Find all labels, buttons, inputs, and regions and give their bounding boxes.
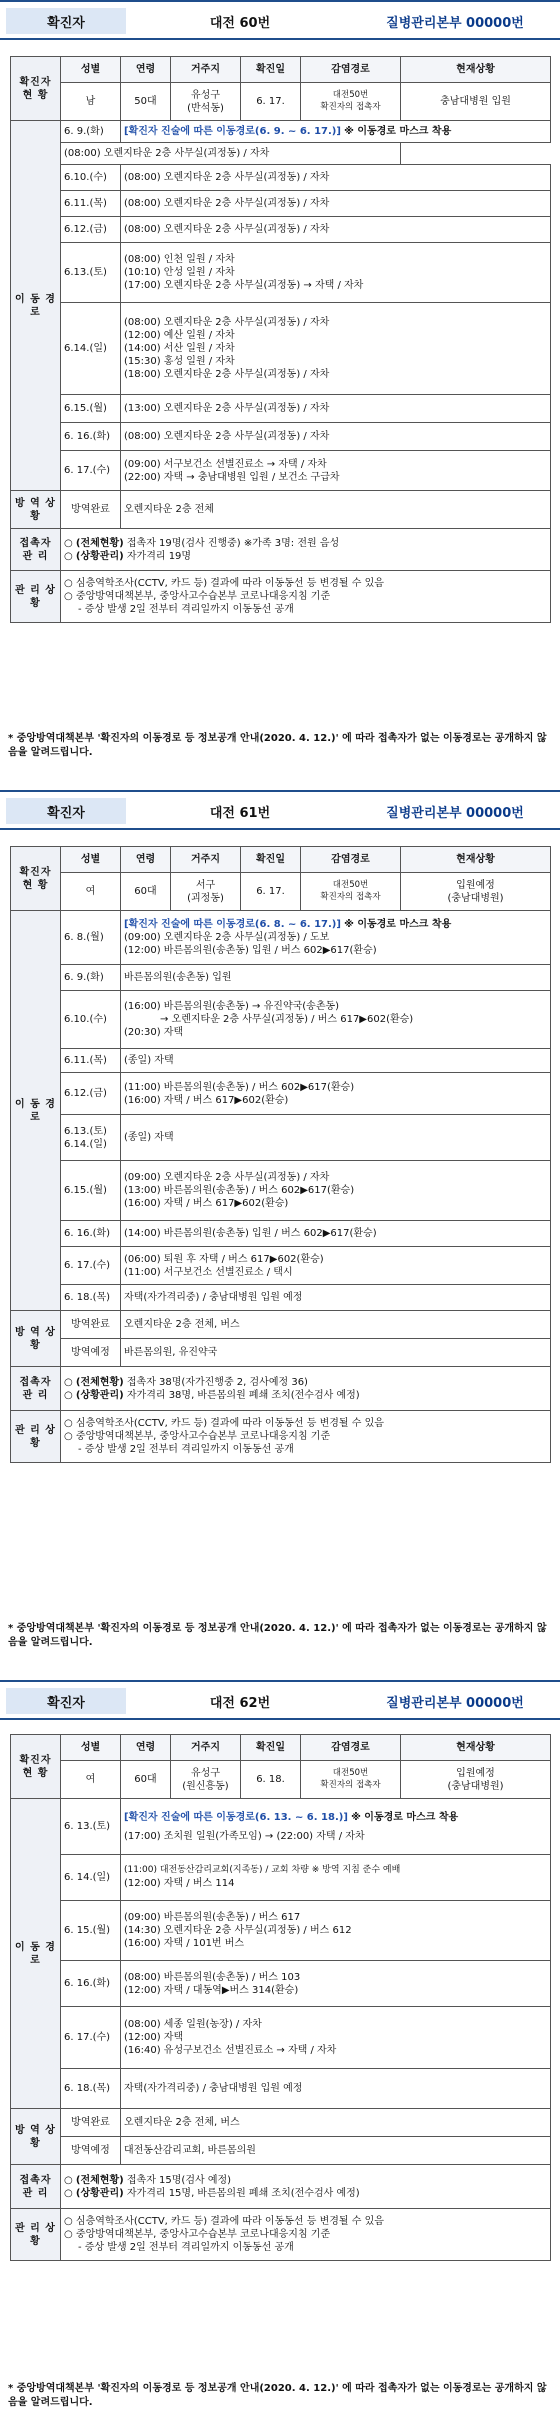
route-line: (14:30) 오렌지타운 2층 사무실(괴정동) / 버스 612 bbox=[124, 1925, 352, 1936]
route-line: (08:00) 오렌지타운 2층 사무실(괴정동) / 자차 bbox=[121, 217, 551, 243]
contacts-detail bbox=[61, 2165, 551, 2209]
route-date: 6.13.(토) 6.14.(일) bbox=[61, 1115, 121, 1161]
route-detail bbox=[121, 451, 551, 491]
col-age: 연령 bbox=[121, 1735, 171, 1761]
route-line: (09:00) 바른몸의원(송촌동) / 버스 617 bbox=[124, 1912, 301, 1923]
disclosure-footer: * 중앙방역대책본부 '확진자의 이동경로 등 정보공개 안내(2020. 4. 12.)' 에 따라 접촉자가 없는 이동경로는 공개하지 않음을 알려드립니다. bbox=[8, 1623, 547, 1648]
profile-infection-route bbox=[301, 1761, 401, 1799]
route-date: 6. 9.(화) bbox=[61, 121, 121, 143]
case-source-id: 질병관리본부 00000번 bbox=[386, 1695, 524, 1711]
route-detail bbox=[121, 1901, 551, 1961]
col-confirm-date: 확진일 bbox=[241, 847, 301, 873]
profile-age: 60대 bbox=[121, 1761, 171, 1799]
case-table bbox=[10, 56, 551, 623]
profile-residence bbox=[171, 873, 241, 911]
related-line: ○ 중앙방역대책본부, 중앙사고수습본부 코로나대응지침 기준 bbox=[64, 591, 331, 602]
disclosure-footer: * 중앙방역대책본부 '확진자의 이동경로 등 정보공개 안내(2020. 4. 12.)' 에 따라 접촉자가 없는 이동경로는 공개하지 않음을 알려드립니다. bbox=[8, 733, 547, 758]
route-line: (08:00) 오렌지타운 2층 사무실(괴정동) / 자차 bbox=[121, 423, 551, 451]
route-detail bbox=[121, 1961, 551, 2007]
profile-sex: 남 bbox=[61, 83, 121, 121]
route-line: (09:00) 오렌지타운 2층 사무실(괴정동) / 자차 bbox=[124, 1172, 330, 1183]
profile-infection-route bbox=[301, 873, 401, 911]
route-line: (08:00) 오렌지타운 2층 사무실(괴정동) / 자차 bbox=[124, 317, 330, 328]
route-date: 6. 17.(수) bbox=[61, 2007, 121, 2069]
route-date: 6. 13.(토) bbox=[61, 1799, 121, 1855]
side-label-contacts: 접촉자 관 리 bbox=[11, 2165, 61, 2209]
col-sex: 성별 bbox=[61, 847, 121, 873]
route-line: (13:00) 오렌지타운 2층 사무실(괴정동) / 자차 bbox=[121, 395, 551, 423]
col-status: 현재상황 bbox=[401, 847, 551, 873]
route-line: (17:00) 조치원 일원(가족모임) → (22:00) 자택 / 자차 bbox=[124, 1830, 365, 1842]
route-line: (16:00) 자택 / 101번 버스 bbox=[124, 1938, 245, 1949]
route-line: (08:00) 오렌지타운 2층 사무실(괴정동) / 자차 bbox=[121, 191, 551, 217]
side-label-route: 이 동 경 로 bbox=[11, 911, 61, 1311]
route-detail bbox=[121, 911, 551, 965]
contact-line: ○ (상황관리) 자가격리 15명, 바른몸의원 폐쇄 조치(전수검사 예정) bbox=[64, 2187, 360, 2199]
profile-status bbox=[401, 873, 551, 911]
side-label-info: 확진자 현 황 bbox=[11, 847, 61, 911]
route-notice: [확진자 진술에 따른 이동경로(6. 9. ~ 6. 17.)] bbox=[124, 126, 341, 137]
route-line: (09:00) 서구보건소 선별진료소 → 자택 / 자차 bbox=[124, 458, 327, 470]
route-line: (12:00) 자택 / 대동역▶버스 314(환승) bbox=[124, 1984, 299, 1996]
route-date: 6.15.(월) bbox=[61, 1161, 121, 1221]
disclosure-footer: * 중앙방역대책본부 '확진자의 이동경로 등 정보공개 안내(2020. 4. 12.)' 에 따라 접촉자가 없는 이동경로는 공개하지 않음을 알려드립니다. bbox=[8, 2383, 547, 2408]
route-line: 자택(자가격리중) / 충남대병원 입원 예정 bbox=[121, 1285, 551, 1311]
status-line: 충남대병원 입원 bbox=[440, 96, 511, 107]
related-line: ○ 심층역학조사(CCTV, 카드 등) 결과에 따라 이동동선 등 변경될 수 있음 bbox=[64, 2216, 384, 2227]
case-header bbox=[0, 790, 560, 830]
contact-line: ○ (전체현황) 접촉자 15명(검사 예정) bbox=[64, 2174, 232, 2186]
side-label-prevention: 방 역 상 황 bbox=[11, 1311, 61, 1367]
contact-line: ○ (상황관리) 자가격리 38명, 바른몸의원 폐쇄 조치(전수검사 예정) bbox=[64, 1389, 360, 1401]
route-line: (06:00) 퇴원 후 자택 / 버스 617▶602(환승) bbox=[124, 1253, 324, 1265]
route-line: 자택(자가격리중) / 충남대병원 입원 예정 bbox=[121, 2069, 551, 2109]
route-date: 6.14.(일) bbox=[61, 303, 121, 395]
route-date: 6.10.(수) bbox=[61, 991, 121, 1049]
route-detail bbox=[121, 1073, 551, 1115]
route-line: (14:00) 바른몸의원(송촌동) 입원 / 버스 602▶617(환승) bbox=[121, 1221, 551, 1247]
side-label-related: 관 리 상 황 bbox=[11, 2209, 61, 2261]
side-label-info: 확진자 현 황 bbox=[11, 1735, 61, 1799]
col-age: 연령 bbox=[121, 57, 171, 83]
infection-route-line: 확진자의 접촉자 bbox=[320, 891, 381, 902]
infection-route-line: 확진자의 접촉자 bbox=[320, 101, 381, 112]
col-confirm-date: 확진일 bbox=[241, 1735, 301, 1761]
contact-value: 자가격리 15명, 바른몸의원 폐쇄 조치(전수검사 예정) bbox=[126, 2187, 360, 2199]
side-label-contacts: 접촉자 관 리 bbox=[11, 1367, 61, 1411]
profile-sex: 여 bbox=[61, 1761, 121, 1799]
route-date: 6.11.(목) bbox=[61, 191, 121, 217]
route-line: → 오렌지타운 2층 사무실(괴정동) / 버스 617▶602(환승) bbox=[160, 1014, 414, 1025]
route-date: 6.12.(금) bbox=[61, 1073, 121, 1115]
col-residence: 거주지 bbox=[171, 847, 241, 873]
route-line: (10:10) 안성 일원 / 자차 bbox=[124, 267, 235, 278]
col-sex: 성별 bbox=[61, 57, 121, 83]
route-line: (16:00) 자택 / 버스 617▶602(환승) bbox=[124, 1094, 289, 1106]
route-line: (17:00) 오렌지타운 2층 사무실(괴정동) → 자택 / 자차 bbox=[124, 280, 364, 291]
case-number: 대전 60번 bbox=[209, 15, 271, 31]
residence-line: (괴정동) bbox=[187, 892, 224, 904]
route-line: 바른몸의원(송촌동) 입원 bbox=[121, 965, 551, 991]
status-line: (충남대병원) bbox=[447, 892, 504, 904]
profile-infection-route bbox=[301, 83, 401, 121]
prevention-key: 방역예정 bbox=[61, 2137, 121, 2165]
infection-route-line: 대전50번 bbox=[332, 90, 369, 101]
prevention-value: 대전동산감리교회, 바른몸의원 bbox=[121, 2137, 551, 2165]
route-detail bbox=[121, 1855, 551, 1901]
route-line: (12:00) 자택 bbox=[124, 2032, 184, 2043]
route-line: (13:00) 바른몸의원(송촌동) / 버스 602▶617(환승) bbox=[124, 1185, 355, 1196]
contacts-detail bbox=[61, 529, 551, 571]
route-line: (11:00) 대전동산감리교회(지족동) / 교회 차량 ※ 방역 지침 준수 예배 bbox=[124, 1865, 401, 1876]
route-line: (종일) 자택 bbox=[121, 1115, 551, 1161]
route-line: (08:00) 오렌지타운 2층 사무실(괴정동) / 자차 bbox=[61, 143, 401, 165]
route-date: 6. 17.(수) bbox=[61, 451, 121, 491]
contact-type: (전체현황) bbox=[75, 1376, 124, 1388]
infection-route-line: 확진자의 접촉자 bbox=[320, 1779, 381, 1790]
mask-note: ※ 이동경로 마스크 착용 bbox=[344, 126, 452, 137]
route-date: 6.11.(목) bbox=[61, 1049, 121, 1073]
route-notice: [확진자 진술에 따른 이동경로(6. 8. ~ 6. 17.)] bbox=[124, 919, 341, 930]
case-header bbox=[0, 1680, 560, 1720]
route-date: 6. 15.(월) bbox=[61, 1901, 121, 1961]
profile-age: 50대 bbox=[121, 83, 171, 121]
related-detail bbox=[61, 2209, 551, 2261]
route-line: (16:40) 유성구보건소 선별진료소 → 자택 / 자차 bbox=[124, 2045, 337, 2056]
route-detail bbox=[121, 2007, 551, 2069]
case-table bbox=[10, 846, 551, 1463]
contact-value: 접촉자 38명(자가진행중 2, 검사예정 36) bbox=[126, 1376, 308, 1388]
case-card-62 bbox=[0, 1680, 560, 2424]
residence-line: 유성구 bbox=[191, 89, 220, 101]
related-line: ○ 중앙방역대책본부, 중앙사고수습본부 코로나대응지침 기준 bbox=[64, 2229, 331, 2240]
related-line: ○ 중앙방역대책본부, 중앙사고수습본부 코로나대응지침 기준 bbox=[64, 1431, 331, 1442]
contact-type: (상황관리) bbox=[75, 550, 124, 562]
related-detail bbox=[61, 1411, 551, 1463]
route-detail bbox=[121, 243, 551, 303]
route-date: 6. 9.(화) bbox=[61, 965, 121, 991]
residence-line: (반석동) bbox=[187, 102, 224, 114]
route-line: (20:30) 자택 bbox=[124, 1027, 184, 1038]
route-date: 6. 16.(화) bbox=[61, 423, 121, 451]
case-label: 확진자 bbox=[6, 798, 126, 824]
route-date: 6.10.(수) bbox=[61, 165, 121, 191]
col-confirm-date: 확진일 bbox=[241, 57, 301, 83]
route-detail bbox=[121, 991, 551, 1049]
contact-type: (상황관리) bbox=[75, 1389, 124, 1401]
route-detail bbox=[121, 303, 551, 395]
case-card-61 bbox=[0, 790, 560, 1666]
route-date: 6. 14.(일) bbox=[61, 1855, 121, 1901]
contact-type: (상황관리) bbox=[75, 2187, 124, 2199]
route-date: 6.15.(월) bbox=[61, 395, 121, 423]
col-age: 연령 bbox=[121, 847, 171, 873]
profile-confirm-date: 6. 18. bbox=[241, 1761, 301, 1799]
side-label-contacts: 접촉자 관 리 bbox=[11, 529, 61, 571]
route-line: (08:00) 인천 일원 / 자차 bbox=[124, 254, 235, 265]
contact-value: 자가격리 38명, 바른몸의원 폐쇄 조치(전수검사 예정) bbox=[126, 1389, 360, 1401]
case-number: 대전 62번 bbox=[209, 1695, 271, 1711]
profile-confirm-date: 6. 17. bbox=[241, 83, 301, 121]
profile-sex: 여 bbox=[61, 873, 121, 911]
residence-line: 유성구 bbox=[191, 1767, 220, 1779]
contact-value: 접촉자 15명(검사 예정) bbox=[126, 2174, 232, 2186]
prevention-value: 오렌지타운 2층 전체, 버스 bbox=[121, 2109, 551, 2137]
route-detail bbox=[121, 1161, 551, 1221]
related-line: ○ 심층역학조사(CCTV, 카드 등) 결과에 따라 이동동선 등 변경될 수 있음 bbox=[64, 578, 384, 589]
route-line: (18:00) 오렌지타운 2층 사무실(괴정동) / 자차 bbox=[124, 369, 330, 380]
case-table bbox=[10, 1734, 551, 2261]
case-label: 확진자 bbox=[6, 8, 126, 34]
case-label: 확진자 bbox=[6, 1688, 126, 1714]
profile-age: 60대 bbox=[121, 873, 171, 911]
route-line: (12:00) 바른몸의원(송촌동) 입원 / 버스 602▶617(환승) bbox=[124, 945, 377, 956]
case-source-id: 질병관리본부 00000번 bbox=[386, 15, 524, 31]
col-status: 현재상황 bbox=[401, 57, 551, 83]
prevention-value: 오렌지타운 2층 전체, 버스 bbox=[121, 1311, 551, 1339]
side-label-related: 관 리 상 황 bbox=[11, 571, 61, 623]
prevention-value: 오렌지타운 2층 전체 bbox=[121, 491, 551, 529]
route-line: (15:30) 홍성 일원 / 자차 bbox=[124, 356, 235, 367]
related-line: ○ 심층역학조사(CCTV, 카드 등) 결과에 따라 이동동선 등 변경될 수 있음 bbox=[64, 1418, 384, 1429]
mask-note: ※ 이동경로 마스크 착용 bbox=[344, 919, 452, 930]
residence-line: (원신흥동) bbox=[182, 1780, 229, 1792]
contact-line: ○ (상황관리) 자가격리 19명 bbox=[64, 550, 192, 562]
side-label-prevention: 방 역 상 황 bbox=[11, 491, 61, 529]
contacts-detail bbox=[61, 1367, 551, 1411]
profile-status bbox=[401, 83, 551, 121]
route-line: (종일) 자택 bbox=[121, 1049, 551, 1073]
route-notice-line bbox=[124, 918, 547, 931]
route-line: (16:00) 자택 / 버스 617▶602(환승) bbox=[124, 1198, 289, 1209]
infection-route-line: 대전50번 bbox=[332, 880, 369, 891]
related-line: - 증상 발생 2일 전부터 격리일까지 이동동선 공개 bbox=[78, 2242, 294, 2253]
profile-confirm-date: 6. 17. bbox=[241, 873, 301, 911]
contact-type: (전체현황) bbox=[75, 537, 124, 549]
route-date: 6. 8.(월) bbox=[61, 911, 121, 965]
related-detail bbox=[61, 571, 551, 623]
prevention-key: 방역완료 bbox=[61, 491, 121, 529]
side-label-info: 확진자 현 황 bbox=[11, 57, 61, 121]
profile-residence bbox=[171, 1761, 241, 1799]
col-infection-route: 감염경로 bbox=[301, 57, 401, 83]
profile-status bbox=[401, 1761, 551, 1799]
route-line: (12:00) 자택 / 버스 114 bbox=[124, 1877, 235, 1889]
route-date: 6. 16.(화) bbox=[61, 1961, 121, 2007]
side-label-route: 이 동 경 로 bbox=[11, 1799, 61, 2109]
route-line: (12:00) 예산 일원 / 자차 bbox=[124, 330, 235, 341]
route-line: (09:00) 오렌지타운 2층 사무실(괴정동) / 도보 bbox=[124, 932, 330, 943]
route-notice: [확진자 진술에 따른 이동경로(6. 13. ~ 6. 18.)] bbox=[124, 1811, 348, 1823]
route-detail bbox=[121, 121, 551, 143]
contact-line: ○ (전체현황) 접촉자 38명(자가진행중 2, 검사예정 36) bbox=[64, 1376, 308, 1388]
side-label-related: 관 리 상 황 bbox=[11, 1411, 61, 1463]
route-date: 6.12.(금) bbox=[61, 217, 121, 243]
route-date: 6.13.(토) bbox=[61, 243, 121, 303]
mask-note: ※ 이동경로 마스크 착용 bbox=[351, 1811, 459, 1823]
route-line: (11:00) 바른몸의원(송촌동) / 버스 602▶617(환승) bbox=[124, 1081, 355, 1093]
col-infection-route: 감염경로 bbox=[301, 1735, 401, 1761]
contact-value: 접촉자 19명(검사 진행중) ※가족 3명: 전원 음성 bbox=[126, 537, 340, 549]
related-line: - 증상 발생 2일 전부터 격리일까지 이동동선 공개 bbox=[78, 604, 294, 615]
route-line: (14:00) 서산 일원 / 자차 bbox=[124, 343, 235, 354]
col-infection-route: 감염경로 bbox=[301, 847, 401, 873]
col-residence: 거주지 bbox=[171, 57, 241, 83]
contact-value: 자가격리 19명 bbox=[126, 550, 192, 562]
route-notice-line bbox=[124, 1811, 547, 1824]
route-line: (16:00) 바른몸의원(송촌동) → 유진약국(송촌동) bbox=[124, 1001, 340, 1012]
route-date: 6. 18.(목) bbox=[61, 2069, 121, 2109]
prevention-key: 방역완료 bbox=[61, 1311, 121, 1339]
route-date: 6. 18.(목) bbox=[61, 1285, 121, 1311]
route-date: 6. 17.(수) bbox=[61, 1247, 121, 1285]
side-label-prevention: 방 역 상 황 bbox=[11, 2109, 61, 2165]
side-label-route: 이 동 경 로 bbox=[11, 121, 61, 491]
route-date: 6. 16.(화) bbox=[61, 1221, 121, 1247]
prevention-key: 방역예정 bbox=[61, 1339, 121, 1367]
case-header bbox=[0, 0, 560, 40]
route-detail bbox=[121, 1247, 551, 1285]
status-line: (충남대병원) bbox=[447, 1780, 504, 1792]
contact-type: (전체현황) bbox=[75, 2174, 124, 2186]
route-detail bbox=[121, 1799, 551, 1855]
prevention-value: 바른몸의원, 유진약국 bbox=[121, 1339, 551, 1367]
status-line: 입원예정 bbox=[456, 1767, 495, 1779]
route-line: (11:00) 서구보건소 선별진료소 / 택시 bbox=[124, 1266, 293, 1278]
infection-route-line: 대전50번 bbox=[332, 1768, 369, 1779]
case-card-60 bbox=[0, 0, 560, 776]
route-line: (08:00) 오렌지타운 2층 사무실(괴정동) / 자차 bbox=[121, 165, 551, 191]
col-status: 현재상황 bbox=[401, 1735, 551, 1761]
residence-line: 서구 bbox=[195, 879, 216, 891]
profile-residence bbox=[171, 83, 241, 121]
case-number: 대전 61번 bbox=[209, 805, 271, 821]
prevention-key: 방역완료 bbox=[61, 2109, 121, 2137]
route-line: (08:00) 바른몸의원(송촌동) / 버스 103 bbox=[124, 1971, 301, 1983]
col-residence: 거주지 bbox=[171, 1735, 241, 1761]
route-line: (08:00) 세종 일원(농장) / 자차 bbox=[124, 2019, 262, 2030]
related-line: - 증상 발생 2일 전부터 격리일까지 이동동선 공개 bbox=[78, 1444, 294, 1455]
case-source-id: 질병관리본부 00000번 bbox=[386, 805, 524, 821]
contact-line: ○ (전체현황) 접촉자 19명(검사 진행중) ※가족 3명: 전원 음성 bbox=[64, 537, 340, 549]
col-sex: 성별 bbox=[61, 1735, 121, 1761]
route-line: (22:00) 자택 → 충남대병원 입원 / 보건소 구급차 bbox=[124, 471, 340, 483]
status-line: 입원예정 bbox=[456, 879, 495, 891]
